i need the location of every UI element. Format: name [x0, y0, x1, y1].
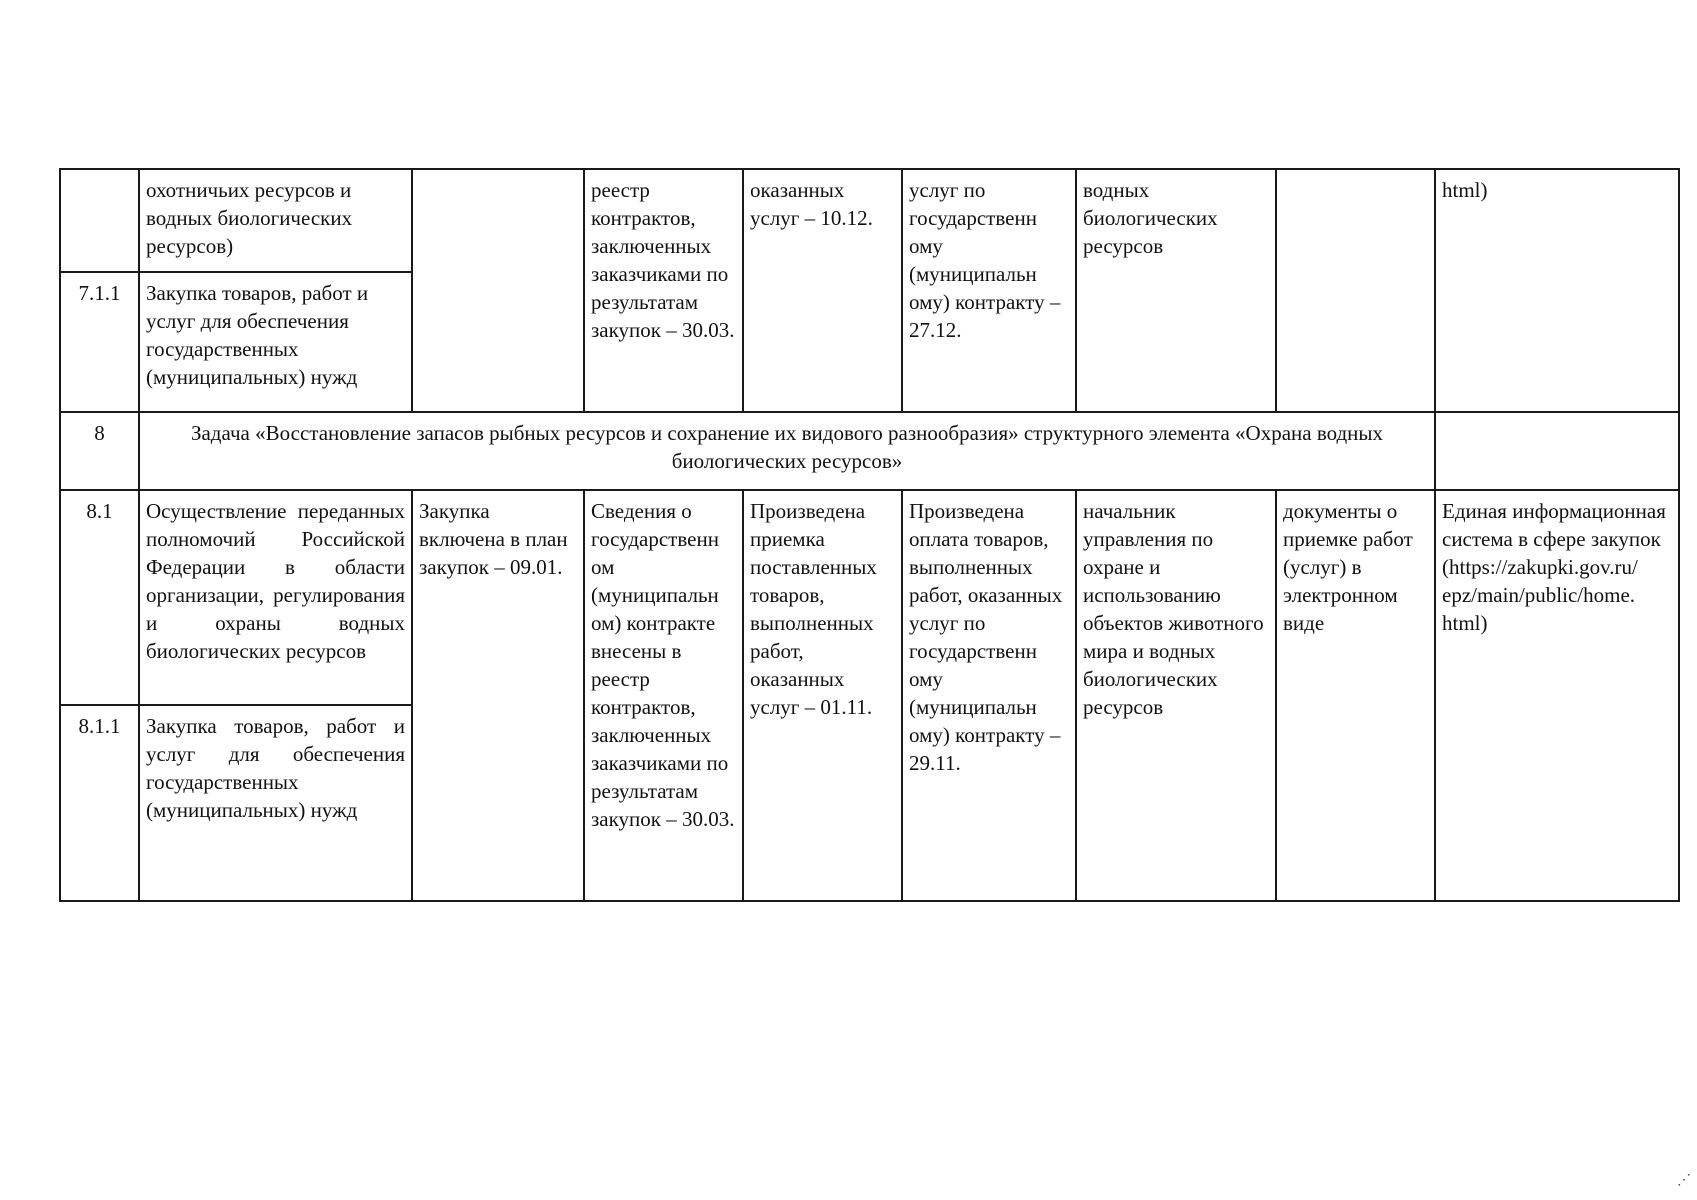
- name-cell: Закупка товаров, работ и услуг для обеспечения государственных (муниципальных) нужд: [139, 272, 412, 412]
- plan-table: [59, 168, 1680, 902]
- num-cell: [60, 169, 139, 272]
- documents-cell: документы о приемке работ (услуг) в электронном виде: [1276, 490, 1435, 901]
- responsible-cell: начальник управления по охране и использованию объектов животного мира и водных биологических ресурсов: [1076, 490, 1276, 901]
- source-cell: [1435, 412, 1679, 490]
- source-cell: html): [1435, 169, 1679, 412]
- source-cell: Единая информационная система в сфере закупок (https://zakupki.gov.ru/ epz/main/public/home. html): [1435, 490, 1679, 901]
- acceptance-cell: оказанных услуг – 10.12.: [743, 169, 902, 412]
- table-row: [60, 490, 1679, 705]
- scan-mark: ⋰: [1677, 1173, 1691, 1188]
- registry-cell: Сведения о государственн ом (муниципальн ом) контракте внесены в реестр контрактов, заключенных заказчиками по результатам закупок – 30.03.: [584, 490, 743, 901]
- task-heading: Задача «Восстановление запасов рыбных ресурсов и сохранение их видового разнообразия» структурного элемента «Охрана водных биологических ресурсов»: [139, 412, 1435, 490]
- num-cell: 8.1.1: [60, 705, 139, 901]
- name-cell: Осуществление переданных полномочий Российской Федерации в области организации, регулирования и охраны водных биологических ресурсов: [139, 490, 412, 705]
- responsible-cell: водных биологических ресурсов: [1076, 169, 1276, 412]
- payment-cell: Произведена оплата товаров, выполненных работ, оказанных услуг по государственн ому (муниципальн ому) контракту – 29.11.: [902, 490, 1076, 901]
- table-row: [60, 412, 1679, 490]
- name-cell: охотничьих ресурсов и водных биологических ресурсов): [139, 169, 412, 272]
- plan-cell: Закупка включена в план закупок – 09.01.: [412, 490, 584, 901]
- num-cell: 8: [60, 412, 139, 490]
- name-cell: Закупка товаров, работ и услуг для обеспечения государственных (муниципальных) нужд: [139, 705, 412, 901]
- num-cell: 8.1: [60, 490, 139, 705]
- documents-cell: [1276, 169, 1435, 412]
- payment-cell: услуг по государственн ому (муниципальн ому) контракту – 27.12.: [902, 169, 1076, 412]
- plan-cell: [412, 169, 584, 412]
- registry-cell: реестр контрактов, заключенных заказчиками по результатам закупок – 30.03.: [584, 169, 743, 412]
- acceptance-cell: Произведена приемка поставленных товаров, выполненных работ, оказанных услуг – 01.11.: [743, 490, 902, 901]
- num-cell: 7.1.1: [60, 272, 139, 412]
- table-row: [60, 169, 1679, 272]
